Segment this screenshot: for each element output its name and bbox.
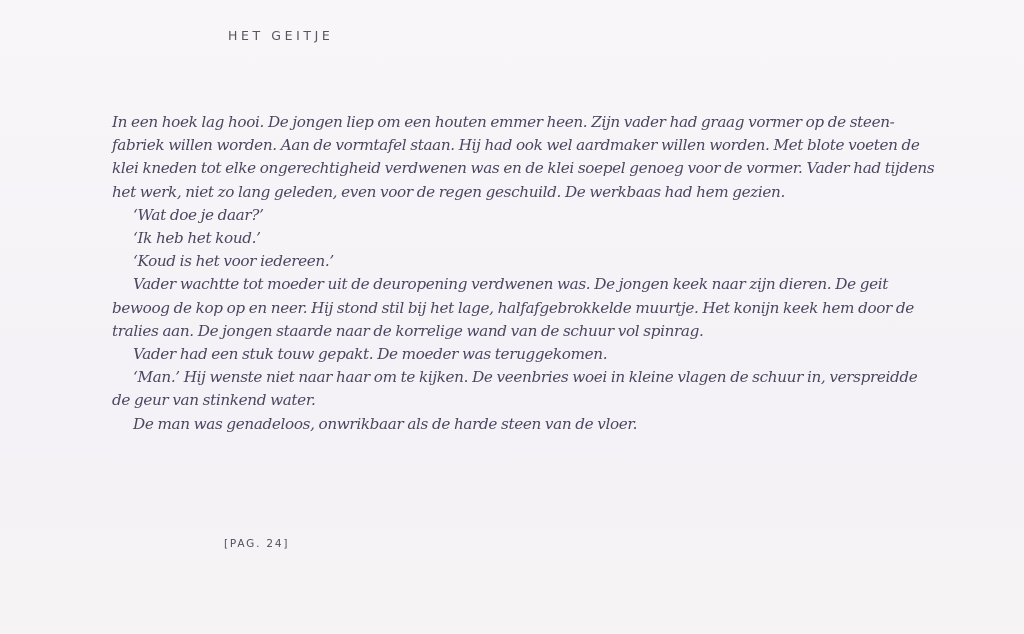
text-line: ‘Man.’ Hij wenste niet naar haar om te kijken. De veenbries woei in kleine vlagen de schuur in, verspreidde	[133, 368, 918, 387]
text-line: de geur van stinkend water.	[112, 391, 316, 410]
dialogue-line: ‘Ik heb het koud.’	[133, 229, 261, 248]
text-line: tralies aan. De jongen staarde naar de korrelige wand van de schuur vol spinrag.	[112, 321, 704, 340]
page-reference: [PAG. 24]	[224, 538, 290, 550]
text-line: Vader wachtte tot moeder uit de deuropening verdwenen was. De jongen keek naar zijn dieren. De geit	[133, 275, 888, 294]
text-line: fabriek willen worden. Aan de vormtafel staan. Hij had ook wel aardmaker willen worden. Met blote voeten de	[112, 136, 920, 155]
text-line: bewoog de kop op en neer. Hij stond stil bij het lage, halfafgebrokkelde muurtje. Het konijn keek hem door de	[112, 298, 914, 317]
text-line: Vader had een stuk touw gepakt. De moeder was teruggekomen.	[133, 345, 608, 364]
dialogue-line: ‘Koud is het voor iedereen.’	[133, 252, 334, 271]
body-text	[112, 111, 935, 436]
text-line: het werk, niet zo lang geleden, even voor de regen geschuild. De werkbaas had hem gezien.	[112, 182, 785, 201]
text-line: klei kneden tot elke ongerechtigheid verdwenen was en de klei soepel genoeg voor de vormer. Vader had tijdens	[112, 159, 935, 178]
running-head-title: HET GEITJE	[228, 28, 334, 43]
text-line: In een hoek lag hooi. De jongen liep om een houten emmer heen. Zijn vader had graag vormer op de steen-	[112, 113, 895, 131]
text-line: De man was genadeloos, onwrikbaar als de harde steen van de vloer.	[133, 414, 638, 433]
dialogue-line: ‘Wat doe je daar?’	[133, 205, 264, 224]
